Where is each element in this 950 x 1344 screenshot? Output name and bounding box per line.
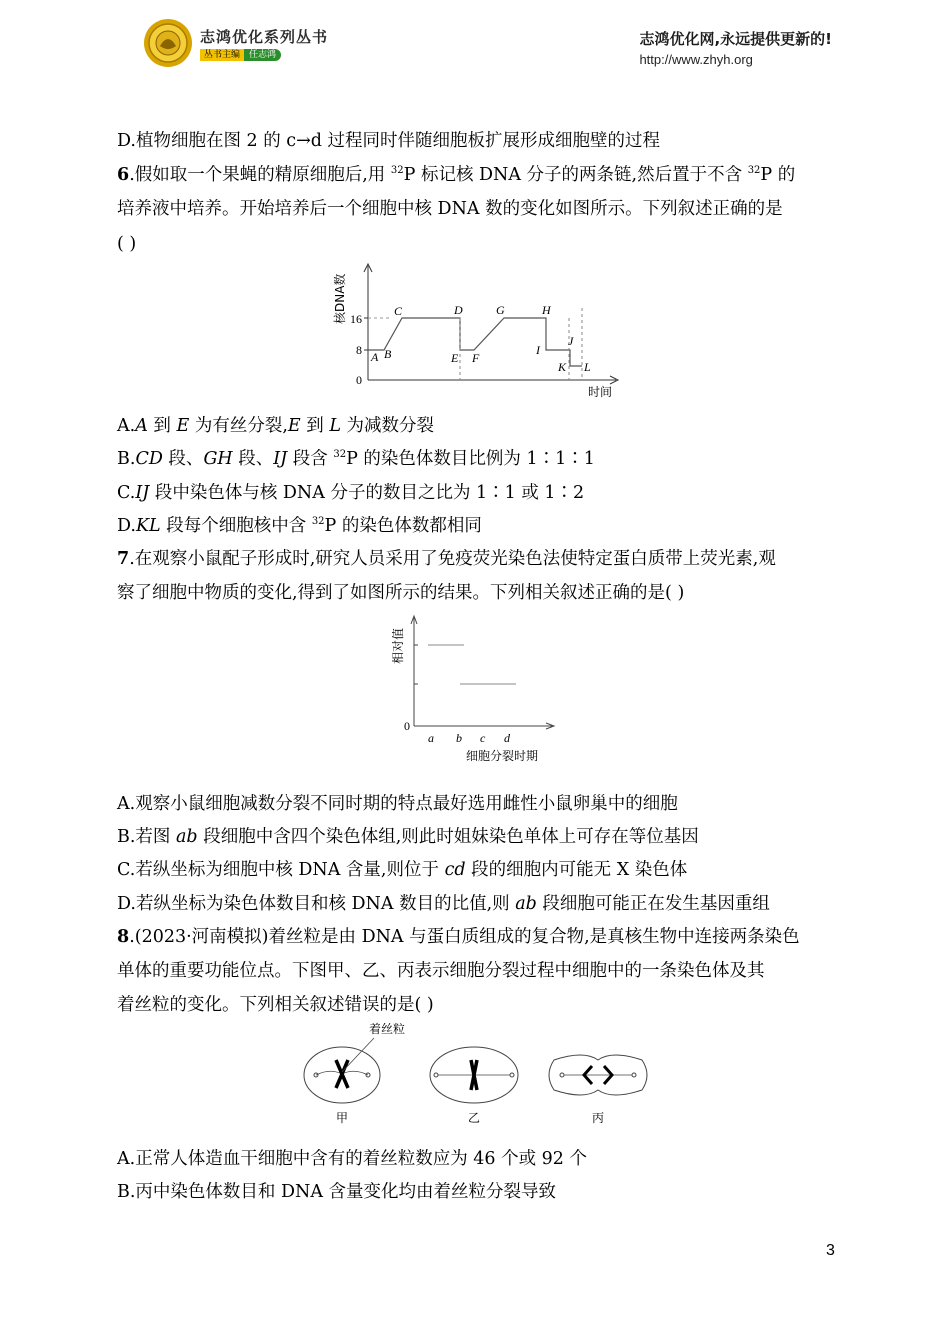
q6-a-2: A (135, 416, 148, 436)
q7-xtick-d: d (504, 731, 510, 745)
q7-xlabel: 细胞分裂时期 (466, 749, 539, 763)
q7-c-1: C.若纵坐标为细胞中核 DNA 含量,则位于 (117, 860, 445, 880)
site-url[interactable]: http://www.zhyh.org (639, 52, 753, 67)
q6-b-5: 段、 (232, 449, 274, 469)
q7-d-1: D.若纵坐标为染色体数目和核 DNA 数目的比值,则 (117, 894, 516, 914)
q6-a-4: E (176, 416, 190, 436)
q6-xlabel: 时间 (588, 385, 613, 399)
q6-ytick-16: 16 (350, 312, 362, 326)
q6-option-c (117, 481, 584, 505)
q6-point-l: L (584, 360, 591, 374)
q6-a-5: 为有丝分裂, (189, 416, 288, 436)
q6-a-9: 为减数分裂 (340, 416, 435, 436)
q6-dna-chart (320, 258, 630, 404)
q6-point-f: F (472, 351, 480, 365)
q8-pointer-label: 着丝粒 (369, 1022, 406, 1036)
publisher-logo (143, 18, 193, 68)
q6-point-i: I (536, 343, 540, 357)
q6-point-d: D (454, 303, 463, 317)
q6-c-2: IJ (135, 483, 150, 503)
q7-stem (117, 547, 776, 571)
q6-stem-c: P 的 (760, 165, 796, 185)
q7-ylabel: 相对值 (391, 627, 405, 664)
q7-c-2: cd (444, 860, 466, 880)
q6-a-1: A. (117, 416, 136, 436)
q6-point-h: H (542, 303, 551, 317)
q6-stem-b: P 标记核 DNA 分子的两条链,然后置于不含 (403, 165, 748, 185)
series-title: 志鸿优化系列丛书 (200, 28, 329, 46)
cell-yi (430, 1047, 518, 1103)
editor-label: 丛书主编 (200, 49, 244, 61)
q6-stem (117, 163, 795, 187)
q6-sup2: 32 (747, 165, 761, 176)
q7-c-3: 段的细胞内可能无 X 染色体 (465, 860, 688, 880)
q7-stem-text: .在观察小鼠配子形成时,研究人员采用了免疫荧光染色法使特定蛋白质带上荧光素,观 (129, 549, 776, 569)
cell-bing (549, 1055, 647, 1095)
q8-chromosome-figure (296, 1018, 656, 1130)
cell-jia (304, 1038, 380, 1103)
q6-c-1: C. (117, 483, 136, 503)
q7-xtick-a: a (428, 731, 434, 745)
label-yi: 乙 (468, 1111, 481, 1125)
site-info (639, 28, 832, 67)
q6-d-2: KL (135, 516, 161, 536)
q7-option-d (117, 892, 770, 916)
q6-a-8: L (329, 416, 341, 436)
q6-point-j: J (568, 334, 574, 348)
q8-stem-line3: 着丝粒的变化。下列相关叙述错误的是( ) (117, 995, 434, 1015)
page-number: 3 (826, 1242, 835, 1259)
q8-stem (117, 925, 800, 949)
q7-relative-value-chart (384, 608, 584, 766)
q6-point-b: B (384, 347, 392, 361)
editor-name: 任志鸿 (244, 49, 281, 61)
q7-option-a: A.观察小鼠细胞减数分裂不同时期的特点最好选用雌性小鼠卵巢中的细胞 (117, 794, 678, 814)
q6-d-1: D. (117, 516, 136, 536)
q6-a-6: E (287, 416, 301, 436)
q6-point-e: E (451, 351, 459, 365)
editor-badge (200, 49, 281, 61)
label-jia: 甲 (336, 1111, 349, 1125)
q6-number: 6 (117, 165, 130, 185)
label-bing: 丙 (592, 1111, 605, 1125)
q6-point-k: K (558, 360, 567, 374)
q8-option-b: B.丙中染色体数目和 DNA 含量变化均由着丝粒分裂导致 (117, 1182, 557, 1202)
q6-b-1: B. (117, 449, 136, 469)
q6-b-3: 段、 (162, 449, 204, 469)
q6-b-8: P 的染色体数目比例为 1∶1∶1 (346, 449, 595, 469)
q6-option-b (117, 447, 595, 471)
q6-ylabel: 核DNA数 (333, 273, 347, 324)
q6-c-3: 段中染色体与核 DNA 分子的数目之比为 1∶1 或 1∶2 (149, 483, 585, 503)
q8-stem-line2: 单体的重要功能位点。下图甲、乙、丙表示细胞分裂过程中细胞中的一条染色体及其 (117, 961, 765, 981)
q6-b-2: CD (135, 449, 163, 469)
q7-d-3: 段细胞可能正在发生基因重组 (536, 894, 770, 914)
q7-origin: 0 (404, 719, 410, 733)
q8-number: 8 (117, 927, 130, 947)
q6-b-4: GH (203, 449, 233, 469)
q6-point-a: A (371, 350, 379, 364)
q7-option-c (117, 858, 687, 882)
q7-xtick-c: c (480, 731, 486, 745)
q6-d-4: P 的染色体数都相同 (324, 516, 482, 536)
q6-point-c: C (394, 304, 403, 318)
q6-point-g: G (496, 303, 505, 317)
q6-stem-line2: 培养液中培养。开始培养后一个细胞中核 DNA 数的变化如图所示。下列叙述正确的是 (117, 199, 783, 219)
q7-stem-line2: 察了细胞中物质的变化,得到了如图所示的结果。下列相关叙述正确的是( ) (117, 583, 685, 603)
q6-a-3: 到 (147, 416, 177, 436)
q6-answer-paren: ( ) (117, 234, 137, 254)
q7-b-1: B.若图 (117, 827, 176, 847)
q6-stem-a: .假如取一个果蝇的精原细胞后,用 (129, 165, 391, 185)
q7-b-2: ab (176, 827, 198, 847)
q8-option-a: A.正常人体造血干细胞中含有的着丝粒数应为 46 个或 92 个 (117, 1149, 587, 1169)
q6-b-7: 段含 (287, 449, 334, 469)
q6-option-a (117, 414, 434, 438)
q6-d-3: 段每个细胞核中含 (160, 516, 312, 536)
q7-xtick-b: b (456, 731, 462, 745)
q7-number: 7 (117, 549, 130, 569)
q8-stem-text: .(2023·河南模拟)着丝粒是由 DNA 与蛋白质组成的复合物,是真核生物中连接两条染色 (129, 927, 800, 947)
q7-option-b (117, 825, 699, 849)
q6-d-sup: 32 (311, 516, 325, 527)
site-slogan: 志鸿优化网,永远提供更新的! (639, 30, 832, 48)
q6-ytick-8: 8 (356, 343, 362, 357)
q6-b-6: IJ (273, 449, 288, 469)
q6-option-d (117, 514, 482, 538)
q6-b-sup: 32 (333, 449, 347, 460)
q6-sup1: 32 (390, 165, 404, 176)
q7-b-3: 段细胞中含四个染色体组,则此时姐妹染色单体上可存在等位基因 (197, 827, 699, 847)
q6-ytick-0: 0 (356, 373, 362, 387)
q5-option-d: D.植物细胞在图 2 的 c→d 过程同时伴随细胞板扩展形成细胞壁的过程 (117, 131, 661, 151)
q7-d-2: ab (515, 894, 537, 914)
q6-a-7: 到 (300, 416, 330, 436)
